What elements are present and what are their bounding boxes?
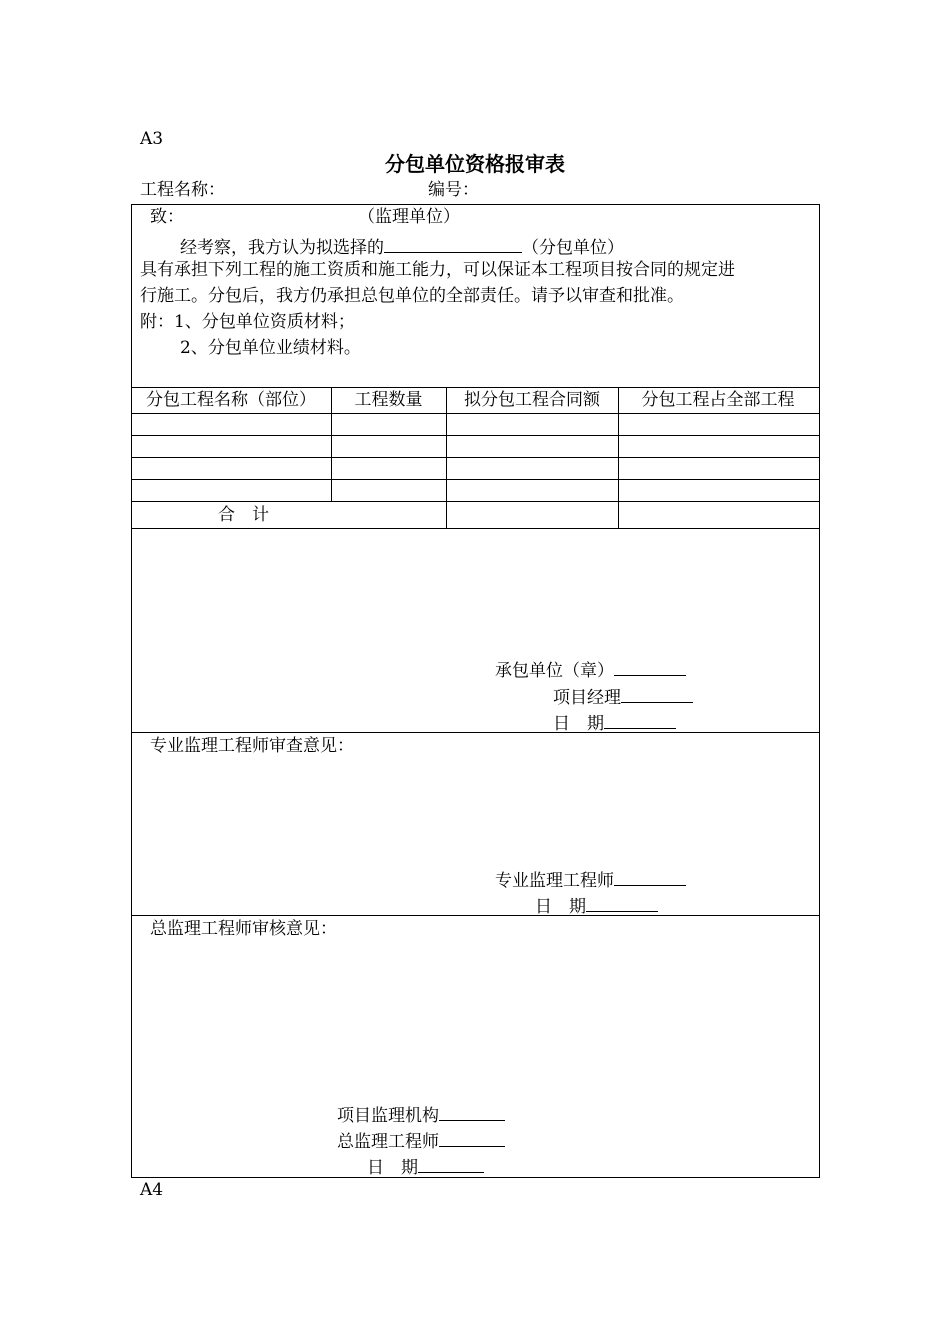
- application-line-1: [180, 235, 624, 257]
- chief-engineer-label: 总监理工程师: [337, 1132, 439, 1152]
- form-code-top: A3: [140, 129, 164, 149]
- engineer-blank[interactable]: [614, 868, 686, 886]
- supervisor-unit-label: （监理单位）: [358, 207, 460, 227]
- engineer-date-row: [535, 894, 658, 916]
- number-label: 编号：: [428, 180, 479, 200]
- supervision-org-label: 项目监理机构: [337, 1106, 439, 1126]
- chief-date-label: 日 期: [367, 1158, 418, 1178]
- engineer-label: 专业监理工程师: [495, 871, 614, 891]
- to-label: 致：: [150, 207, 184, 227]
- rule: [131, 501, 819, 502]
- chief-date-row: [367, 1155, 484, 1177]
- contractor-date-label: 日 期: [553, 714, 604, 734]
- header-percentage: 分包工程占全部工程: [641, 390, 795, 410]
- application-line-2: 具有承担下列工程的施工资质和施工能力，可以保证本工程项目按合同的规定进: [140, 260, 735, 280]
- supervision-org-blank[interactable]: [439, 1103, 505, 1121]
- cell-amount[interactable]: [446, 457, 618, 479]
- supervision-org-row: [337, 1103, 505, 1125]
- cell-name[interactable]: [131, 457, 331, 479]
- engineer-date-label: 日 期: [535, 897, 586, 917]
- project-manager-row: [553, 685, 693, 707]
- contractor-unit-label: 承包单位（章）: [495, 661, 614, 681]
- chief-review-title: 总监理工程师审核意见：: [150, 919, 337, 939]
- contractor-unit-row: [495, 658, 686, 680]
- cell-amount[interactable]: [446, 413, 618, 435]
- cell-amount[interactable]: [446, 435, 618, 457]
- cell-quantity[interactable]: [331, 435, 446, 457]
- cell-percentage[interactable]: [618, 457, 818, 479]
- header-subcontract-name: 分包工程名称（部位）: [146, 390, 316, 410]
- cell-amount[interactable]: [446, 479, 618, 501]
- header-quantity: 工程数量: [354, 390, 423, 410]
- project-manager-blank[interactable]: [621, 685, 693, 703]
- cell-quantity[interactable]: [331, 479, 446, 501]
- engineer-date-blank[interactable]: [586, 894, 658, 912]
- chief-engineer-blank[interactable]: [439, 1129, 505, 1147]
- rule: [131, 915, 819, 916]
- chief-date-blank[interactable]: [418, 1155, 484, 1173]
- cell-name[interactable]: [131, 479, 331, 501]
- engineer-review-title: 专业监理工程师审查意见：: [150, 736, 354, 756]
- cell-quantity[interactable]: [331, 457, 446, 479]
- line1-suffix: （分包单位）: [522, 238, 624, 258]
- project-name-label: 工程名称：: [140, 180, 225, 200]
- contractor-unit-blank[interactable]: [614, 658, 686, 676]
- form-code-bottom: A4: [140, 1180, 164, 1200]
- header-contract-amount: 拟分包工程合同额: [464, 390, 600, 410]
- subcontractor-blank[interactable]: [384, 235, 522, 253]
- engineer-sign-row: [495, 868, 686, 890]
- total-label: 合 计: [218, 505, 269, 525]
- rule: [131, 732, 819, 733]
- cell-name[interactable]: [131, 413, 331, 435]
- line1-prefix: 经考察，我方认为拟选择的: [180, 238, 384, 258]
- cell-percentage[interactable]: [618, 413, 818, 435]
- cell-quantity[interactable]: [331, 413, 446, 435]
- cell-percentage[interactable]: [618, 435, 818, 457]
- rule: [131, 528, 819, 529]
- application-line-3: 行施工。分包后，我方仍承担总包单位的全部责任。请予以审查和批准。: [140, 286, 684, 306]
- page-title: 分包单位资格报审表: [385, 152, 565, 176]
- rule: [131, 387, 819, 388]
- cell-name[interactable]: [131, 435, 331, 457]
- cell-percentage[interactable]: [618, 479, 818, 501]
- chief-engineer-row: [337, 1129, 505, 1151]
- contractor-date-blank[interactable]: [604, 711, 676, 729]
- attachment-1: 附：1、分包单位资质材料；: [140, 312, 355, 332]
- contractor-date-row: [553, 711, 676, 733]
- attachment-2: 2、分包单位业绩材料。: [180, 338, 361, 358]
- project-manager-label: 项目经理: [553, 688, 621, 708]
